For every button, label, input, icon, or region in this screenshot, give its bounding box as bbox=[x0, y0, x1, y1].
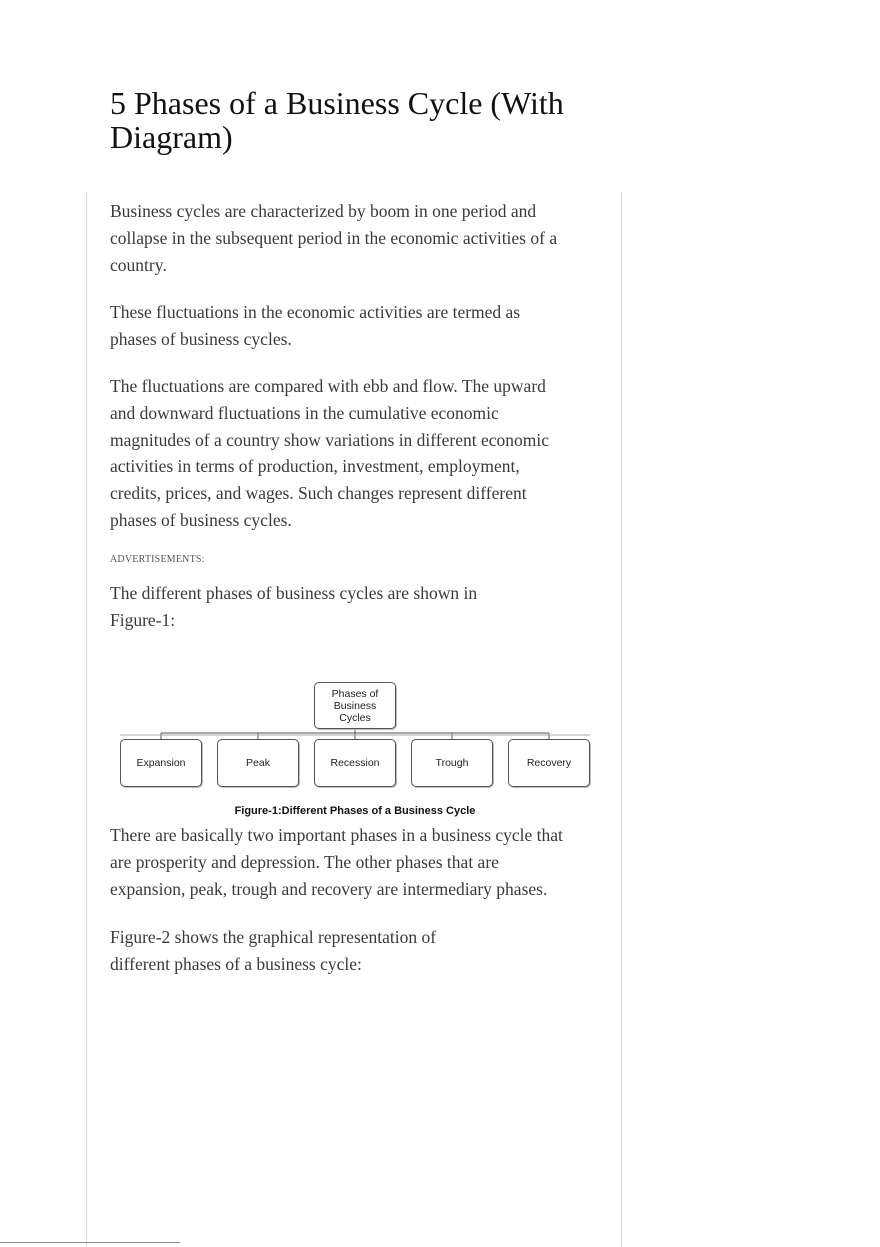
diagram-box-recession: Recession bbox=[314, 739, 396, 787]
footer-divider bbox=[0, 1242, 180, 1243]
diagram-box-expansion: Expansion bbox=[120, 739, 202, 787]
phases-diagram bbox=[110, 672, 600, 822]
paragraph-ebb-flow: The fluctuations are compared with ebb and flow. The upward and downward fluctuations in the cumulative economic magnitudes of a country show variations in different economic activities in terms of production, investment, employment, credits, prices, and wages. Such changes represent different phases of business cycles. bbox=[110, 376, 550, 530]
paragraph-figure-intro: The different phases of business cycles are shown in Figure-1: bbox=[110, 583, 478, 630]
content-left-border bbox=[86, 192, 87, 1247]
diagram-box-recovery: Recovery bbox=[508, 739, 590, 787]
content-right-border bbox=[621, 192, 622, 1247]
diagram-box-peak: Peak bbox=[217, 739, 299, 787]
page-title: 5 Phases of a Business Cycle (With Diagram) bbox=[110, 85, 564, 155]
diagram-root-box: Phases of Business Cycles bbox=[314, 682, 396, 729]
paragraph-figure-2-intro: Figure-2 shows the graphical representation of different phases of a business cycle: bbox=[110, 927, 437, 974]
figure-caption: Figure-1:Different Phases of a Business Cycle bbox=[234, 805, 476, 817]
diagram-box-trough: Trough bbox=[411, 739, 493, 787]
advertisement-label: ADVERTISEMENTS: bbox=[110, 554, 205, 565]
paragraph-two-phases: There are basically two important phases in a business cycle that are prosperity and depression. The other phases that are expansion, peak, trough and recovery are intermediary phases. bbox=[110, 825, 563, 899]
paragraph-intro: Business cycles are characterized by boom in one period and collapse in the subsequent period in the economic activities of a country. bbox=[110, 201, 558, 275]
paragraph-fluctuations: These fluctuations in the economic activities are termed as phases of business cycles. bbox=[110, 302, 521, 349]
